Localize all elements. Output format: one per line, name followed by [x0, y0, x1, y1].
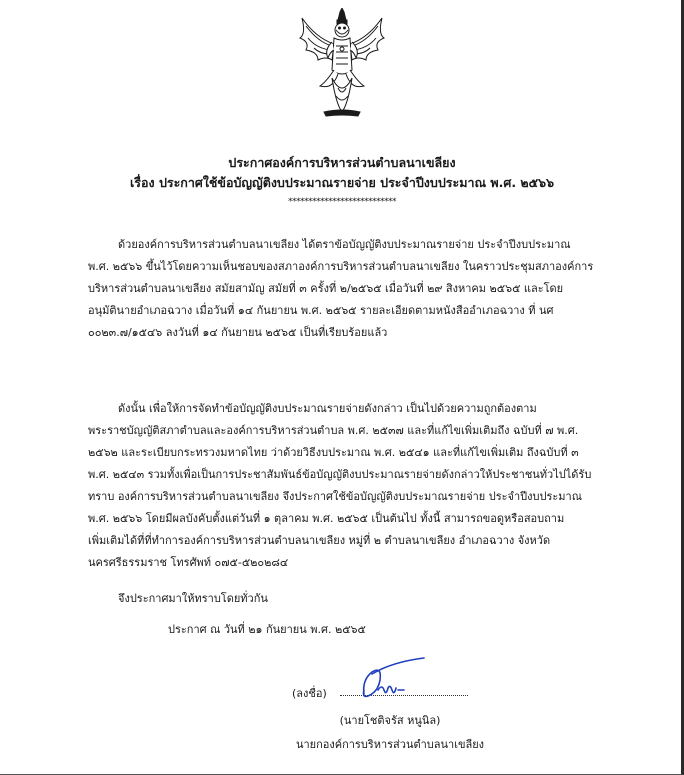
- paragraph-1: [88, 234, 628, 344]
- title-divider: ***************************: [288, 197, 396, 207]
- announcement-title: ประกาศองค์การบริหารส่วนตำบลนาเขลียง: [228, 155, 456, 170]
- paragraph-line: ๐๐๒๓.๗/๑๕๔๖ ลงวันที่ ๑๔ กันยายน ๒๕๖๕ เป็นที่เรียบร้อยแล้ว: [88, 326, 388, 339]
- paragraph-line: ทราบ องค์การบริหารส่วนตำบลนาเขลียง จึงประกาศใช้ข้อบัญญัติงบประมาณรายจ่าย ประจำปีงบประมาณ: [88, 490, 582, 503]
- announcement-date: ประกาศ ณ วันที่ ๒๑ กันยายน พ.ศ. ๒๕๖๕: [168, 623, 366, 636]
- signatory-position: นายกองค์การบริหารส่วนตำบลนาเขลียง: [295, 738, 485, 751]
- paragraph-line: ดังนั้น เพื่อให้การจัดทำข้อบัญญัติงบประมาณรายจ่ายดังกล่าว เป็นไปด้วยความถูกต้องตาม: [118, 402, 537, 415]
- announcement-subject: เรื่อง ประกาศใช้ข้อบัญญัติงบประมาณรายจ่าย ประจำปีงบประมาณ พ.ศ. ๒๕๖๖: [130, 175, 554, 190]
- paragraph-line: ด้วยองค์การบริหารส่วนตำบลนาเขลียง ได้ตราข้อบัญญัติงบประมาณรายจ่าย ประจำปีงบประมาณ: [118, 238, 571, 251]
- paragraph-line: อนุมัตินายอำเภอฉวาง เมื่อวันที่ ๑๔ กันยายน พ.ศ. ๒๕๖๕ รายละเอียดตามหนังสืออำเภอฉวาง ที่ นศ: [88, 304, 554, 317]
- paragraph-line: เพิ่มเติมได้ที่ที่ทำการองค์การบริหารส่วนตำบลนาเขลียง หมู่ที่ ๒ ตำบลนาเขลียง อำเภอฉวาง จังหวัด: [88, 534, 551, 547]
- paragraph-line: นครศรีธรรมราช โทรศัพท์ ๐๗๕-๕๒๐๒๘๔: [88, 556, 289, 569]
- handwritten-signature: [292, 650, 472, 710]
- signatory-name: (นายโชติจรัส หนูนิล): [339, 714, 441, 727]
- signature-label: (ลงชื่อ): [292, 687, 327, 700]
- paragraph-line: พ.ศ. ๒๕๔๓ รวมทั้งเพื่อเป็นการประชาสัมพันธ์ข้อบัญญัติงบประมาณรายจ่ายดังกล่าวให้ประชาชนทั่วไปได้รับ: [88, 468, 592, 481]
- paragraph-line: พ.ศ. ๒๕๖๖ โดยมีผลบังคับตั้งแต่วันที่ ๑ ตุลาคม พ.ศ. ๒๕๖๕ เป็นต้นไป ทั้งนี้ สามารถขอดูหรือสอบถาม: [88, 512, 565, 525]
- paragraph-line: ๒๕๖๒ และระเบียบกระทรวงมหาดไทย ว่าด้วยวิธีงบประมาณ พ.ศ. ๒๕๔๑ และที่แก้ไขเพิ่มเติม ถึงฉบับที่ ๓: [88, 446, 579, 459]
- paragraph-2: [88, 398, 628, 574]
- garuda-emblem: [296, 8, 388, 120]
- paragraph-line: พระราชบัญญัติสภาตำบลและองค์การบริหารส่วนตำบล พ.ศ. ๒๕๓๗ และที่แก้ไขเพิ่มเติมถึง ฉบับที่ ๗ พ.ศ.: [88, 424, 579, 437]
- paragraph-line: บริหารส่วนตำบลนาเขลียง สมัยสามัญ สมัยที่ ๓ ครั้งที่ ๒/๒๕๖๕ เมื่อวันที่ ๒๙ สิงหาคม ๒๕๖๕ และโดย: [88, 282, 564, 295]
- paragraph-line: พ.ศ. ๒๕๖๖ ขึ้นไว้โดยความเห็นชอบของสภาองค์การบริหารส่วนตำบลนาเขลียง ในคราวประชุมสภาองค์การ: [88, 260, 594, 273]
- closing-statement: จึงประกาศมาให้ทราบโดยทั่วกัน: [118, 592, 268, 605]
